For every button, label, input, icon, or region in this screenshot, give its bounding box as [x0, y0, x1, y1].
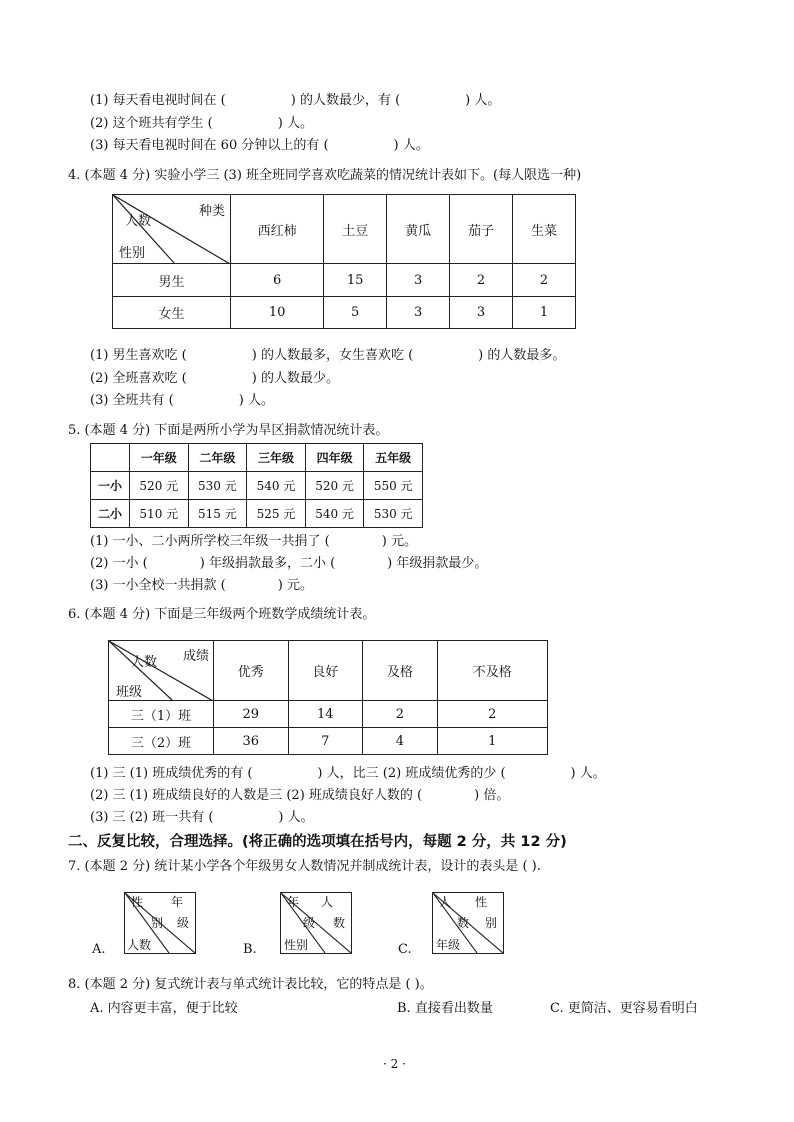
q4-stem: 4. (本题 4 分) 实验小学三 (3) 班全班同学喜欢吃蔬菜的情况统计表如下。(每人限选一种)	[68, 168, 582, 183]
q7-option-c-header	[432, 892, 504, 954]
q8-option-a: A. 内容更丰富，便于比较	[90, 1001, 238, 1016]
q4-col-header: 西红柿	[231, 195, 324, 264]
table-row	[113, 297, 576, 329]
q6-row-label: 三（1）班	[109, 701, 214, 728]
q4-row-label: 女生	[113, 297, 231, 329]
q4-col-header: 茄子	[450, 195, 513, 264]
q7-b-word: 性别	[284, 938, 309, 952]
q5-cell: 540 元	[247, 472, 306, 500]
q7-a-word: 性	[131, 895, 144, 909]
q5-sub1: (1) 一小、二小两所学校三年级一共捐了 ( ) 元。	[90, 534, 417, 549]
q5-stem: 5. (本题 4 分) 下面是两所小学为旱区捐款情况统计表。	[68, 423, 389, 438]
q5-table	[90, 443, 423, 528]
q6-col-header: 不及格	[437, 641, 547, 701]
q4-sub3: (3) 全班共有 ( ) 人。	[90, 393, 274, 408]
q4-row-label: 男生	[113, 264, 231, 297]
q5-col-header: 二年级	[188, 444, 247, 472]
q5-col-header: 四年级	[305, 444, 364, 472]
q6-cell: 4	[363, 728, 438, 755]
q4-col-header: 土豆	[324, 195, 387, 264]
q4-header-top: 种类	[199, 204, 226, 219]
q4-sub2: (2) 全班喜欢吃 ( ) 的人数最少。	[90, 371, 339, 386]
q4-col-header: 黄瓜	[387, 195, 450, 264]
q6-table	[108, 640, 548, 755]
section2-heading: 二、反复比较，合理选择。(将正确的选项填在括号内，每题 2 分，共 12 分)	[68, 834, 567, 850]
q4-cell: 10	[231, 297, 324, 329]
q6-cell: 1	[437, 728, 547, 755]
q4-cell: 2	[513, 264, 576, 297]
q7-b-word: 年	[287, 895, 300, 909]
q5-corner	[91, 444, 130, 472]
q5-cell: 520 元	[130, 472, 189, 500]
q6-sub1: (1) 三 (1) 班成绩优秀的有 ( ) 人，比三 (2) 班成绩优秀的少 ( ) 人。	[90, 766, 606, 781]
table-row	[113, 264, 576, 297]
q4-cell: 3	[387, 297, 450, 329]
q7-c-word: 年级	[436, 938, 461, 952]
q7-c-word: 性	[475, 895, 488, 909]
q7-option-a-header	[124, 892, 196, 954]
q7-option-c-label: C.	[398, 942, 412, 957]
q8-stem: 8. (本题 2 分) 复式统计表与单式统计表比较，它的特点是 ( )。	[68, 977, 433, 992]
q8-option-c: C. 更简洁、更容易看明白	[550, 1001, 698, 1016]
q8-option-b: B. 直接看出数量	[397, 1001, 493, 1016]
q5-cell: 540 元	[305, 500, 364, 528]
q5-cell: 550 元	[364, 472, 423, 500]
q4-cell: 3	[387, 264, 450, 297]
table-row	[91, 472, 423, 500]
q7-a-word: 别	[151, 916, 164, 930]
q6-col-header: 良好	[288, 641, 363, 701]
q6-cell: 29	[214, 701, 289, 728]
q6-diagonal-header	[109, 641, 214, 701]
q3-sub1: (1) 每天看电视时间在 ( ) 的人数最少，有 ( ) 人。	[90, 93, 501, 108]
q7-b-word: 人	[321, 895, 334, 909]
q4-cell: 6	[231, 264, 324, 297]
page-number: · 2 ·	[383, 1057, 406, 1071]
q5-sub2: (2) 一小 ( ) 年级捐款最多，二小 ( ) 年级捐款最少。	[90, 556, 488, 571]
q7-option-b-label: B.	[243, 942, 257, 957]
q4-cell: 15	[324, 264, 387, 297]
q7-a-word: 人数	[127, 938, 152, 952]
q5-cell: 515 元	[188, 500, 247, 528]
q4-header-bottom: 性别	[119, 246, 146, 261]
table-row	[91, 500, 423, 528]
q6-cell: 2	[363, 701, 438, 728]
q6-sub2: (2) 三 (1) 班成绩良好的人数是三 (2) 班成绩良好人数的 ( ) 倍。	[90, 788, 510, 803]
q5-col-header: 五年级	[364, 444, 423, 472]
q5-sub3: (3) 一小全校一共捐款 ( ) 元。	[90, 578, 313, 593]
q5-col-header: 一年级	[130, 444, 189, 472]
q6-row-label: 三（2）班	[109, 728, 214, 755]
q4-sub1: (1) 男生喜欢吃 ( ) 的人数最多，女生喜欢吃 ( ) 的人数最多。	[90, 348, 566, 363]
q5-cell: 520 元	[305, 472, 364, 500]
q4-header-mid: 人数	[125, 214, 152, 229]
q4-table	[112, 194, 576, 329]
q5-cell: 525 元	[247, 500, 306, 528]
q5-row-label: 一小	[91, 472, 130, 500]
q7-c-word: 别	[485, 916, 498, 930]
q4-cell: 5	[324, 297, 387, 329]
q4-cell: 3	[450, 297, 513, 329]
q6-cell: 7	[288, 728, 363, 755]
q7-c-word: 人	[439, 895, 452, 909]
q6-cell: 14	[288, 701, 363, 728]
q5-row-label: 二小	[91, 500, 130, 528]
q5-cell: 530 元	[188, 472, 247, 500]
q5-cell: 530 元	[364, 500, 423, 528]
q7-c-word: 数	[457, 916, 470, 930]
q7-stem: 7. (本题 2 分) 统计某小学各个年级男女人数情况并制成统计表，设计的表头是 ( ).	[68, 859, 541, 874]
q4-diagonal-header	[113, 195, 231, 264]
q6-cell: 2	[437, 701, 547, 728]
q6-col-header: 优秀	[214, 641, 289, 701]
q6-header-top: 成绩	[183, 649, 210, 664]
q6-header-bottom: 班级	[116, 685, 143, 700]
q5-col-header: 三年级	[247, 444, 306, 472]
q7-a-word: 年	[171, 895, 184, 909]
q6-cell: 36	[214, 728, 289, 755]
q6-sub3: (3) 三 (2) 班一共有 ( ) 人。	[90, 810, 314, 825]
q6-col-header: 及格	[363, 641, 438, 701]
q6-stem: 6. (本题 4 分) 下面是三年级两个班数学成绩统计表。	[68, 607, 376, 622]
q7-a-word: 级	[177, 916, 190, 930]
table-row	[109, 728, 548, 755]
table-row	[109, 701, 548, 728]
q6-header-mid: 人数	[131, 655, 158, 670]
q7-b-word: 数	[333, 916, 346, 930]
q7-option-a-label: A.	[92, 942, 106, 957]
q4-cell: 2	[450, 264, 513, 297]
q7-option-b-header	[280, 892, 352, 954]
q3-sub3: (3) 每天看电视时间在 60 分钟以上的有 ( ) 人。	[90, 138, 429, 153]
q7-b-word: 级	[303, 916, 316, 930]
q5-cell: 510 元	[130, 500, 189, 528]
q3-sub2: (2) 这个班共有学生 ( ) 人。	[90, 116, 313, 131]
q4-cell: 1	[513, 297, 576, 329]
q4-col-header: 生菜	[513, 195, 576, 264]
